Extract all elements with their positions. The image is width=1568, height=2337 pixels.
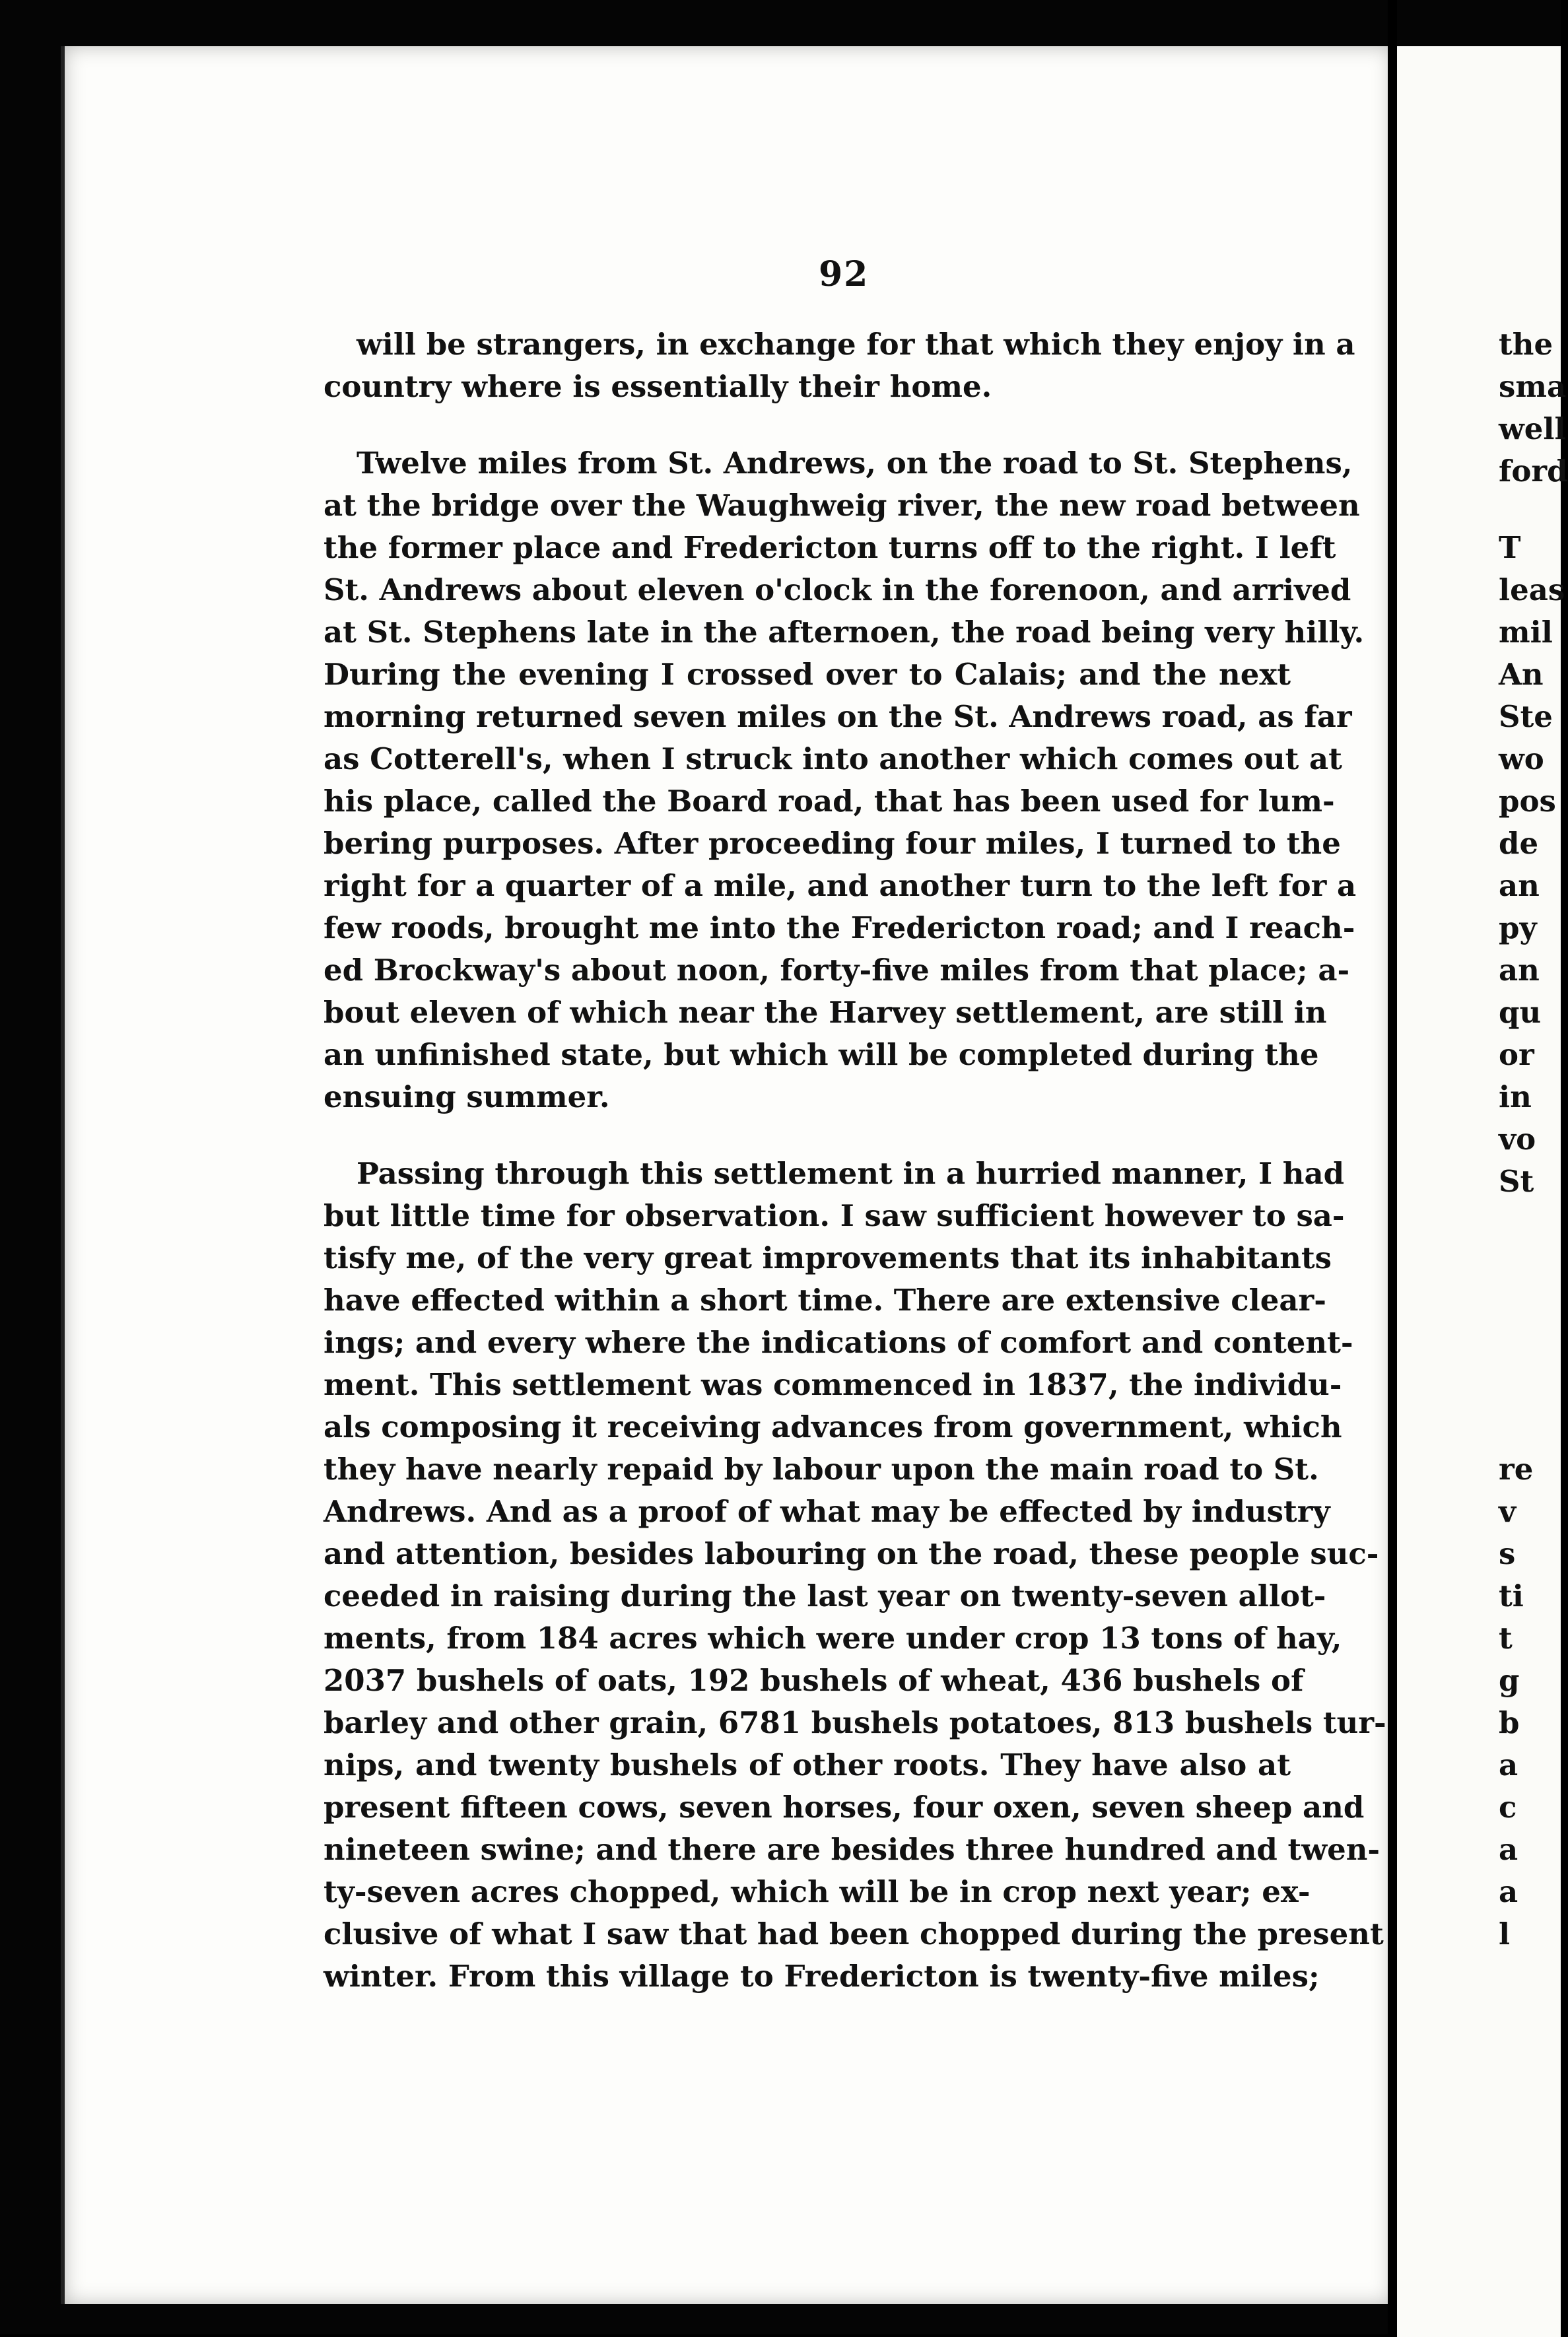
facing-page-fragment: An [1499, 657, 1544, 692]
text-line: morning returned seven miles on the St. Andrews road, as far [324, 699, 1352, 734]
facing-page-fragment: the [1499, 327, 1553, 362]
text-line: but little time for observation. I saw sufficient however to sa- [324, 1198, 1345, 1233]
text-line: they have nearly repaid by labour upon the main road to St. [324, 1452, 1319, 1487]
paragraph [324, 1153, 1386, 1998]
text-line: als composing it receiving advances from government, which [324, 1409, 1342, 1444]
facing-page-fragment: b [1499, 1705, 1520, 1740]
facing-page-fragment: g [1499, 1663, 1520, 1698]
facing-page-fragment: t [1499, 1621, 1513, 1656]
facing-page-fragment: an [1499, 953, 1540, 988]
facing-page-fragment: qu [1499, 995, 1542, 1030]
facing-page-fragment: or [1499, 1037, 1534, 1072]
facing-page-fragment: py [1499, 910, 1537, 945]
text-line: Twelve miles from St. Andrews, on the road to St. Stephens, [357, 446, 1353, 481]
text-line: few roods, brought me into the Fredericton road; and I reach- [324, 910, 1355, 945]
text-line: present fifteen cows, seven horses, four oxen, seven sheep and [324, 1790, 1365, 1825]
facing-page-fragment: Ste [1499, 699, 1553, 734]
facing-page-fragment: a [1499, 1747, 1518, 1782]
facing-page-fragment: s [1499, 1536, 1516, 1571]
text-line: have effected within a short time. There are extensive clear- [324, 1283, 1326, 1318]
facing-page-fragment: St [1499, 1164, 1534, 1199]
text-line: bering purposes. After proceeding four miles, I turned to the [324, 826, 1341, 861]
text-line: ment. This settlement was commenced in 1837, the individu- [324, 1367, 1342, 1402]
facing-page-fragment: re [1499, 1452, 1534, 1487]
book-gutter [1388, 0, 1397, 2334]
facing-page-fragment: c [1499, 1790, 1517, 1825]
page-body-text [324, 323, 1386, 1998]
text-line: clusive of what I saw that had been chopped during the present [324, 1916, 1384, 1951]
paragraph [324, 323, 1355, 408]
text-line: the former place and Fredericton turns off to the right. I left [324, 530, 1336, 565]
facing-page-fragment: well [1499, 411, 1566, 446]
text-line: St. Andrews about eleven o'clock in the forenoon, and arrived [324, 572, 1351, 607]
text-line: will be strangers, in exchange for that which they enjoy in a [357, 327, 1355, 362]
facing-page-fragment: l [1499, 1916, 1511, 1951]
facing-page-fragment: in [1499, 1079, 1532, 1114]
fragment-spacer [1499, 1203, 1568, 1414]
facing-page-fragment: de [1499, 826, 1539, 861]
facing-page-text-fragments [1499, 323, 1568, 1955]
facing-page-fragment: sma [1499, 369, 1567, 404]
facing-page-fragment: an [1499, 868, 1540, 903]
facing-page-fragment: mil [1499, 615, 1553, 650]
facing-page-fragment: ti [1499, 1578, 1524, 1613]
text-line: barley and other grain, 6781 bushels potatoes, 813 bushels tur- [324, 1705, 1386, 1740]
facing-page-fragment: a [1499, 1832, 1518, 1867]
text-line: an unfinished state, but which will be completed during the [324, 1037, 1319, 1072]
text-line: 2037 bushels of oats, 192 bushels of wheat, 436 bushels of [324, 1663, 1304, 1698]
facing-page-fragment: ford [1499, 454, 1568, 489]
page-number: 92 [819, 254, 869, 294]
text-line: nips, and twenty bushels of other roots. They have also at [324, 1747, 1291, 1782]
facing-page-fragment: v [1499, 1494, 1517, 1529]
text-line: bout eleven of which near the Harvey settlement, are still in [324, 995, 1327, 1030]
text-line: ings; and every where the indications of comfort and content- [324, 1325, 1353, 1360]
text-line: ensuing summer. [324, 1079, 610, 1114]
facing-page-fragment: vo [1499, 1122, 1536, 1157]
text-line: Andrews. And as a proof of what may be effected by industry [324, 1494, 1330, 1529]
facing-page-fragment: pos [1499, 784, 1556, 819]
text-line: ments, from 184 acres which were under crop 13 tons of hay, [324, 1621, 1342, 1656]
text-line: at St. Stephens late in the afternoen, the road being very hilly. [324, 615, 1365, 650]
text-line: ty-seven acres chopped, which will be in crop next year; ex- [324, 1874, 1311, 1909]
facing-page-fragment: a [1499, 1874, 1518, 1909]
text-line: Passing through this settlement in a hurried manner, I had [357, 1156, 1345, 1191]
text-line: nineteen swine; and there are besides three hundred and twen- [324, 1832, 1381, 1867]
paragraph [324, 442, 1365, 1118]
text-line: and attention, besides labouring on the road, these people suc- [324, 1536, 1379, 1571]
text-line: right for a quarter of a mile, and another turn to the left for a [324, 868, 1357, 903]
text-line: winter. From this village to Fredericton is twenty-five miles; [324, 1959, 1320, 1994]
text-line: country where is essentially their home. [324, 369, 992, 404]
text-line: ed Brockway's about noon, forty-five miles from that place; a- [324, 953, 1350, 988]
text-line: at the bridge over the Waughweig river, the new road between [324, 488, 1360, 523]
text-line: as Cotterell's, when I struck into another which comes out at [324, 741, 1342, 776]
text-line: During the evening I crossed over to Calais; and the next [324, 657, 1291, 692]
facing-page-fragment: leas [1499, 572, 1565, 607]
facing-page-fragment: T [1499, 530, 1521, 565]
facing-page-fragment: wo [1499, 741, 1544, 776]
text-line: tisfy me, of the very great improvements that its inhabitants [324, 1240, 1332, 1275]
text-line: ceeded in raising during the last year on twenty-seven allot- [324, 1578, 1326, 1613]
text-line: his place, called the Board road, that has been used for lum- [324, 784, 1335, 819]
